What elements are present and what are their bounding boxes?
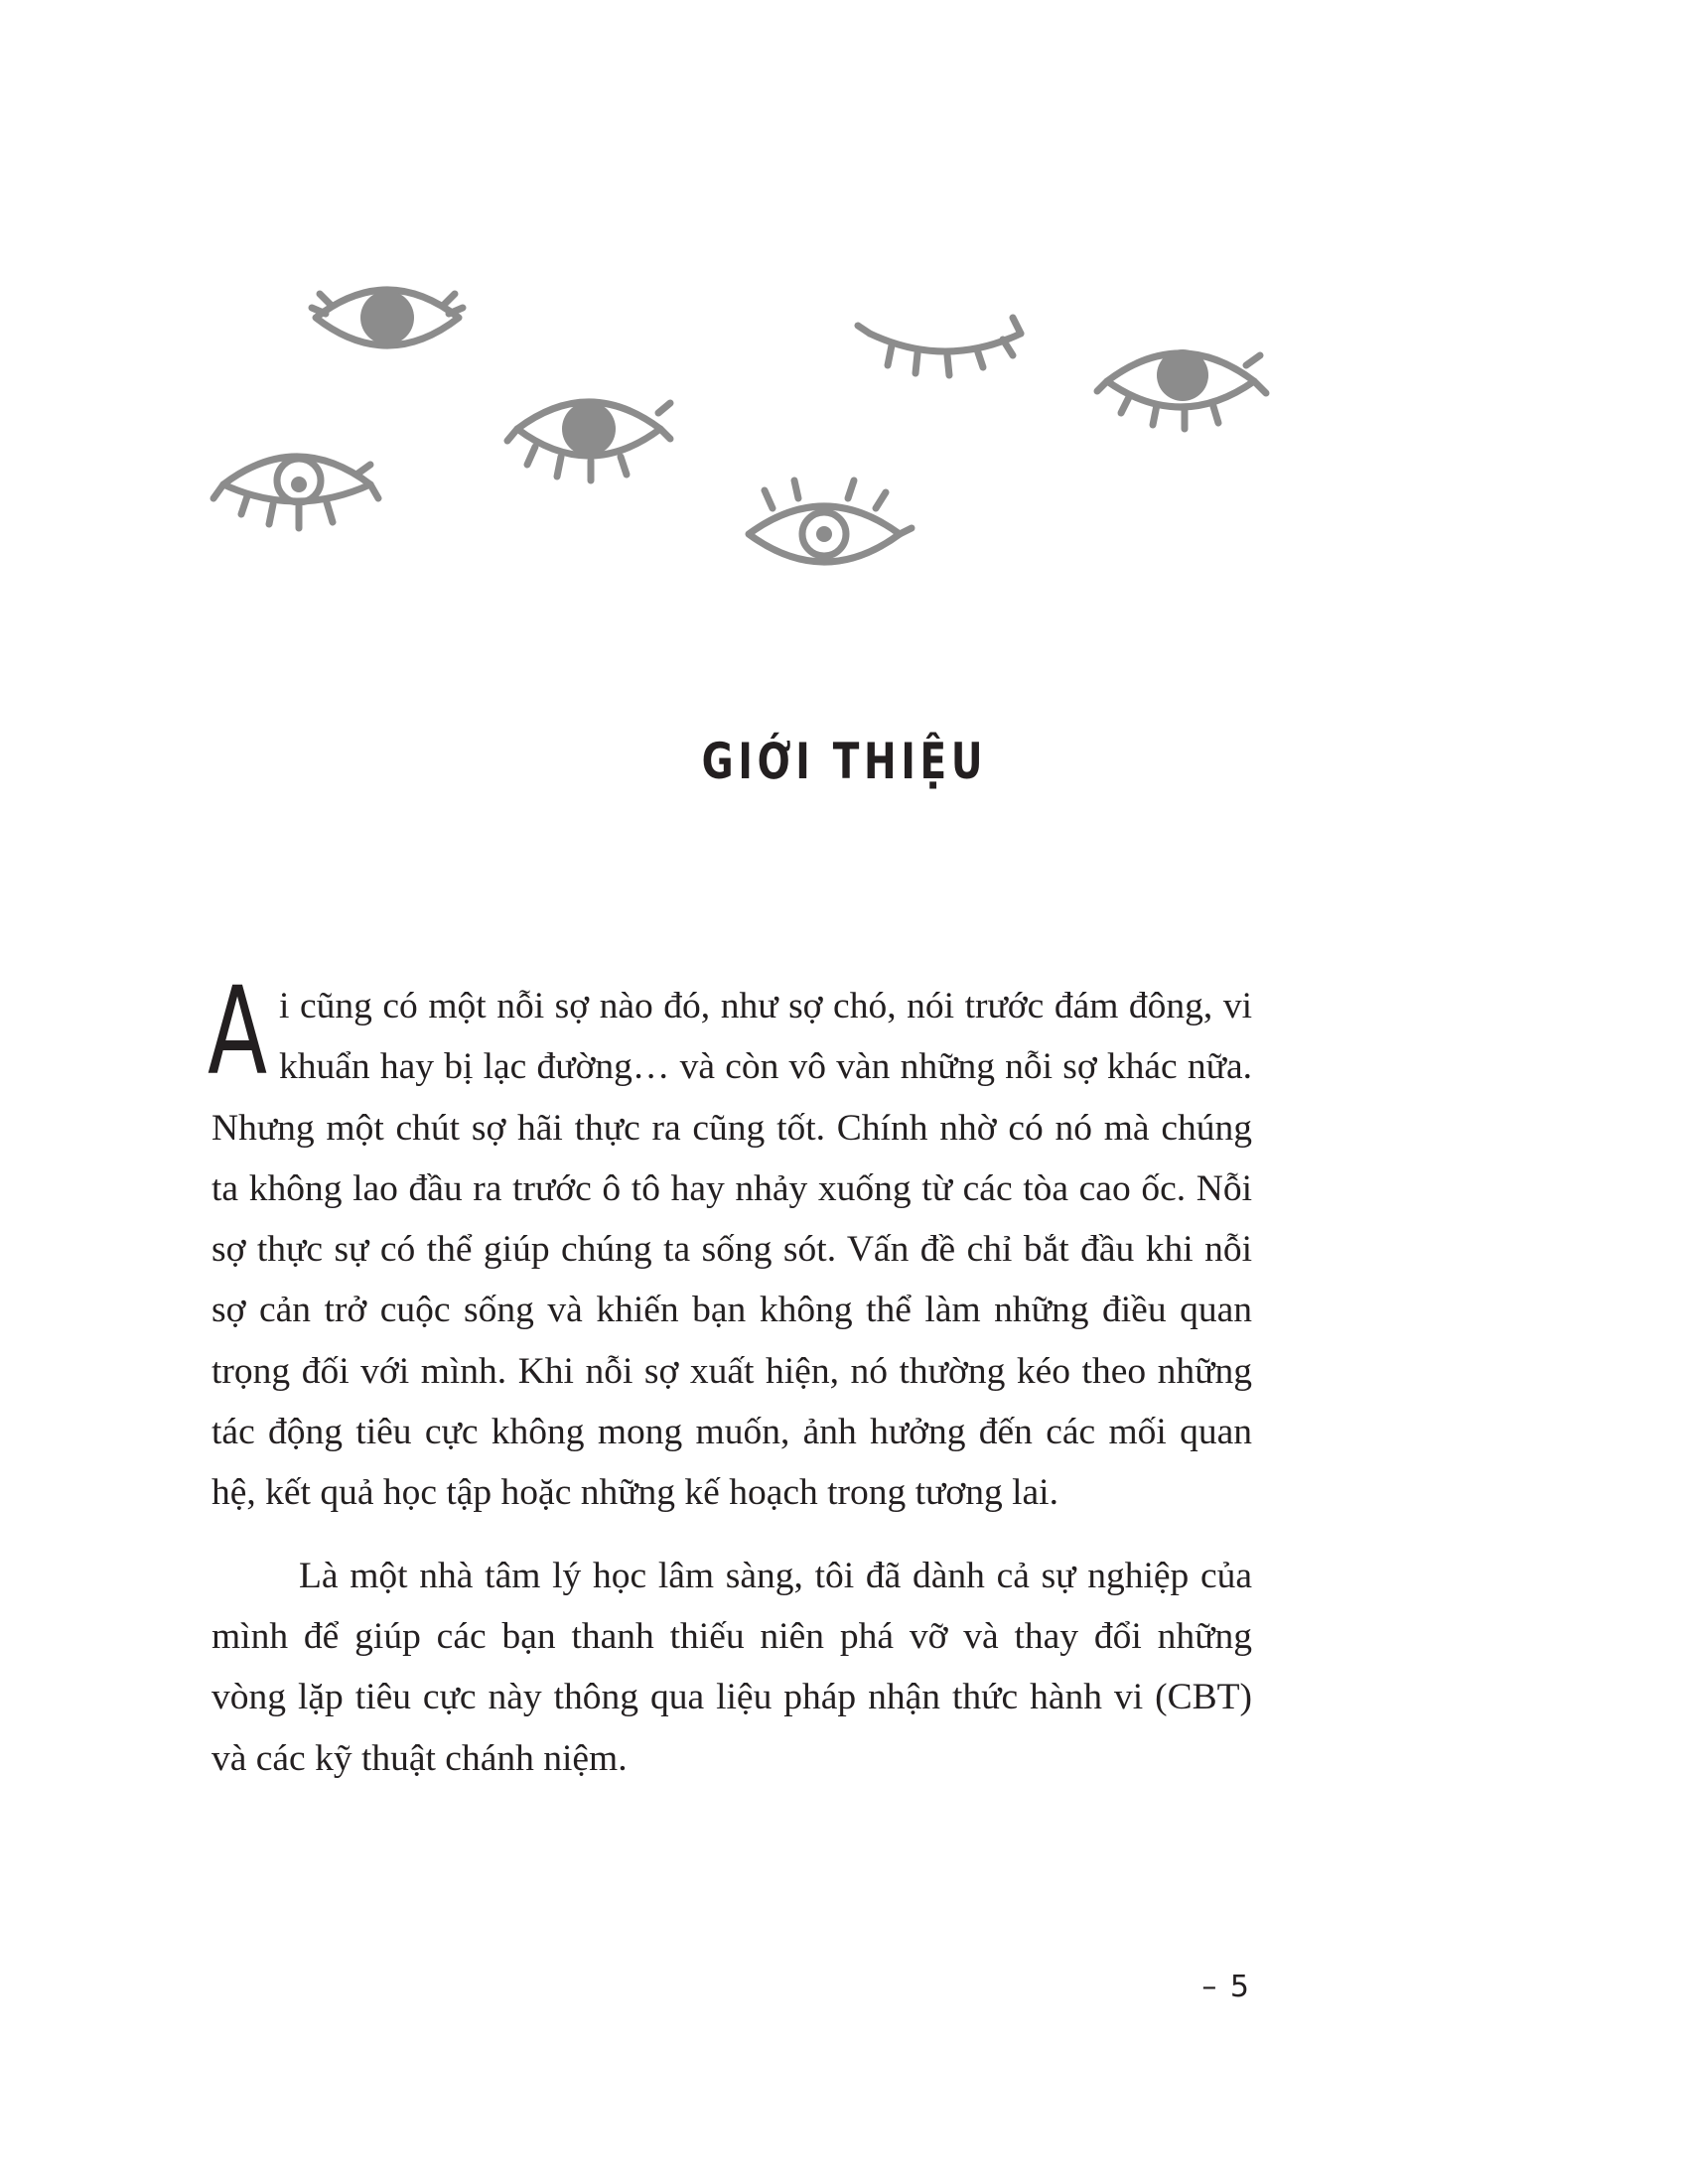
paragraph: Là một nhà tâm lý học lâm sàng, tôi đã dành cả sự nghiệp của mình để giúp các bạn thanh thiếu niên phá vỡ và thay đổi những vòng lặp tiêu cực này thông qua liệu pháp nhận thức hành vi (CBT) và các kỹ thuật chánh niệm. xyxy=(211,1555,1252,1779)
open-eye-icon xyxy=(1091,336,1270,435)
paragraph xyxy=(208,961,1252,1524)
open-eye-icon xyxy=(298,270,477,369)
body-text xyxy=(208,961,1252,1789)
closed-eye-icon xyxy=(856,306,1035,395)
drop-cap: A xyxy=(208,961,268,1102)
open-eye-icon xyxy=(499,389,678,488)
ringed-eye-icon xyxy=(208,441,386,540)
ringed-eye-icon xyxy=(735,478,914,578)
paragraph-text: i cũng có một nỗi sợ nào đó, như sợ chó, nói trước đám đông, vi khuẩn hay bị lạc đường… và còn vô vàn những nỗi sợ khác nữa. Nhưng một chút sợ hãi thực ra cũng tốt. Chính nhờ có nó mà chúng ta không lao đầu ra trước ô tô hay nhảy xuống từ các tòa cao ốc. Nỗi sợ thực sự có thể giúp chúng ta sống sót. Vấn đề chỉ bắt đầu khi nỗi sợ cản trở cuộc sống và khiến bạn không thể làm những điều quan trọng đối với mình. Khi nỗi sợ xuất hiện, nó thường kéo theo những tác động tiêu cực không mong muốn, ảnh hưởng đến các mối quan hệ, kết quả học tập hoặc những kế hoạch trong tương lai. xyxy=(211,986,1252,1514)
page-number: – 5 xyxy=(1201,1970,1251,2004)
chapter-title: GIỚI THIỆU xyxy=(701,733,988,790)
